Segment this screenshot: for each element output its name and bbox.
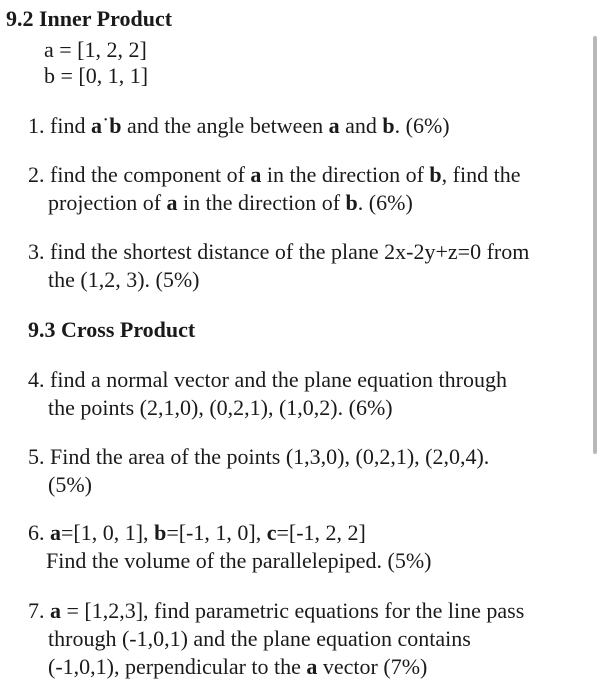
question-text: and the angle between <box>121 113 329 138</box>
dot-symbol: ˙ <box>101 113 110 138</box>
question-number: 7. <box>28 598 45 623</box>
vector-a: a <box>90 113 102 138</box>
question-number: 6. <box>28 520 45 545</box>
vector-a: a <box>328 113 340 138</box>
vector-c: c <box>266 520 277 545</box>
question-2-continued <box>48 190 413 216</box>
question-4 <box>28 367 507 393</box>
vector-a-value: =[1, 0, 1], <box>61 520 155 545</box>
vector-c-value: =[-1, 2, 2] <box>276 520 366 545</box>
question-5 <box>28 444 489 470</box>
question-4-continued: the points (2,1,0), (0,2,1), (1,0,2). (6%) <box>48 395 393 420</box>
question-6 <box>28 520 366 546</box>
section-title-inner-product: 9.2 Inner Product <box>6 6 173 31</box>
question-number: 1. <box>28 113 45 138</box>
question-text: vector (7%) <box>317 654 428 679</box>
question-text: and <box>339 113 383 138</box>
question-text: in the direction of <box>177 190 346 215</box>
question-text: . (6%) <box>357 190 413 215</box>
section-title-cross-product: 9.3 Cross Product <box>28 317 196 342</box>
question-text: find <box>50 113 91 138</box>
question-6-continued: Find the volume of the parallelepiped. (5%) <box>46 548 432 573</box>
question-text: , find the <box>441 162 521 187</box>
question-number: 5. <box>28 444 45 469</box>
vector-b: b <box>429 162 442 187</box>
question-number: 3. <box>28 239 45 264</box>
question-7 <box>28 598 524 624</box>
vector-b: b <box>109 113 122 138</box>
vector-a: a <box>306 654 318 679</box>
question-3-continued: the (1,2, 3). (5%) <box>48 267 200 292</box>
vector-a-definition: a = [1, 2, 2] <box>44 37 147 62</box>
question-7-continued: through (-1,0,1) and the plane equation contains <box>48 626 471 651</box>
question-text: find the component of <box>50 162 251 187</box>
question-text: find a normal vector and the plane equation through <box>50 367 507 392</box>
vector-a: a <box>166 190 178 215</box>
question-text: projection of <box>48 190 167 215</box>
question-text: . (6%) <box>394 113 450 138</box>
question-3 <box>28 239 529 265</box>
question-number: 2. <box>28 162 45 187</box>
question-text: = [1,2,3], find parametric equations for the line pass <box>61 598 525 623</box>
question-5-continued: (5%) <box>48 472 92 497</box>
question-text: Find the area of the points (1,3,0), (0,2,1), (2,0,4). <box>50 444 490 469</box>
vector-b: b <box>345 190 358 215</box>
vector-a: a <box>250 162 262 187</box>
vertical-scrollbar[interactable] <box>593 36 597 454</box>
question-2 <box>28 162 521 188</box>
question-text: (-1,0,1), perpendicular to the <box>48 654 307 679</box>
vector-a: a <box>50 598 61 623</box>
question-text: find the shortest distance of the plane 2x-2y+z=0 from <box>50 239 530 264</box>
vector-b-value: =[-1, 1, 0], <box>166 520 267 545</box>
question-text: in the direction of <box>261 162 430 187</box>
question-7-continued-2 <box>48 654 427 680</box>
vector-b: b <box>382 113 395 138</box>
question-1 <box>28 113 450 139</box>
question-number: 4. <box>28 367 45 392</box>
vector-b-definition: b = [0, 1, 1] <box>44 63 149 88</box>
vector-a: a <box>50 520 61 545</box>
vector-b: b <box>154 520 167 545</box>
